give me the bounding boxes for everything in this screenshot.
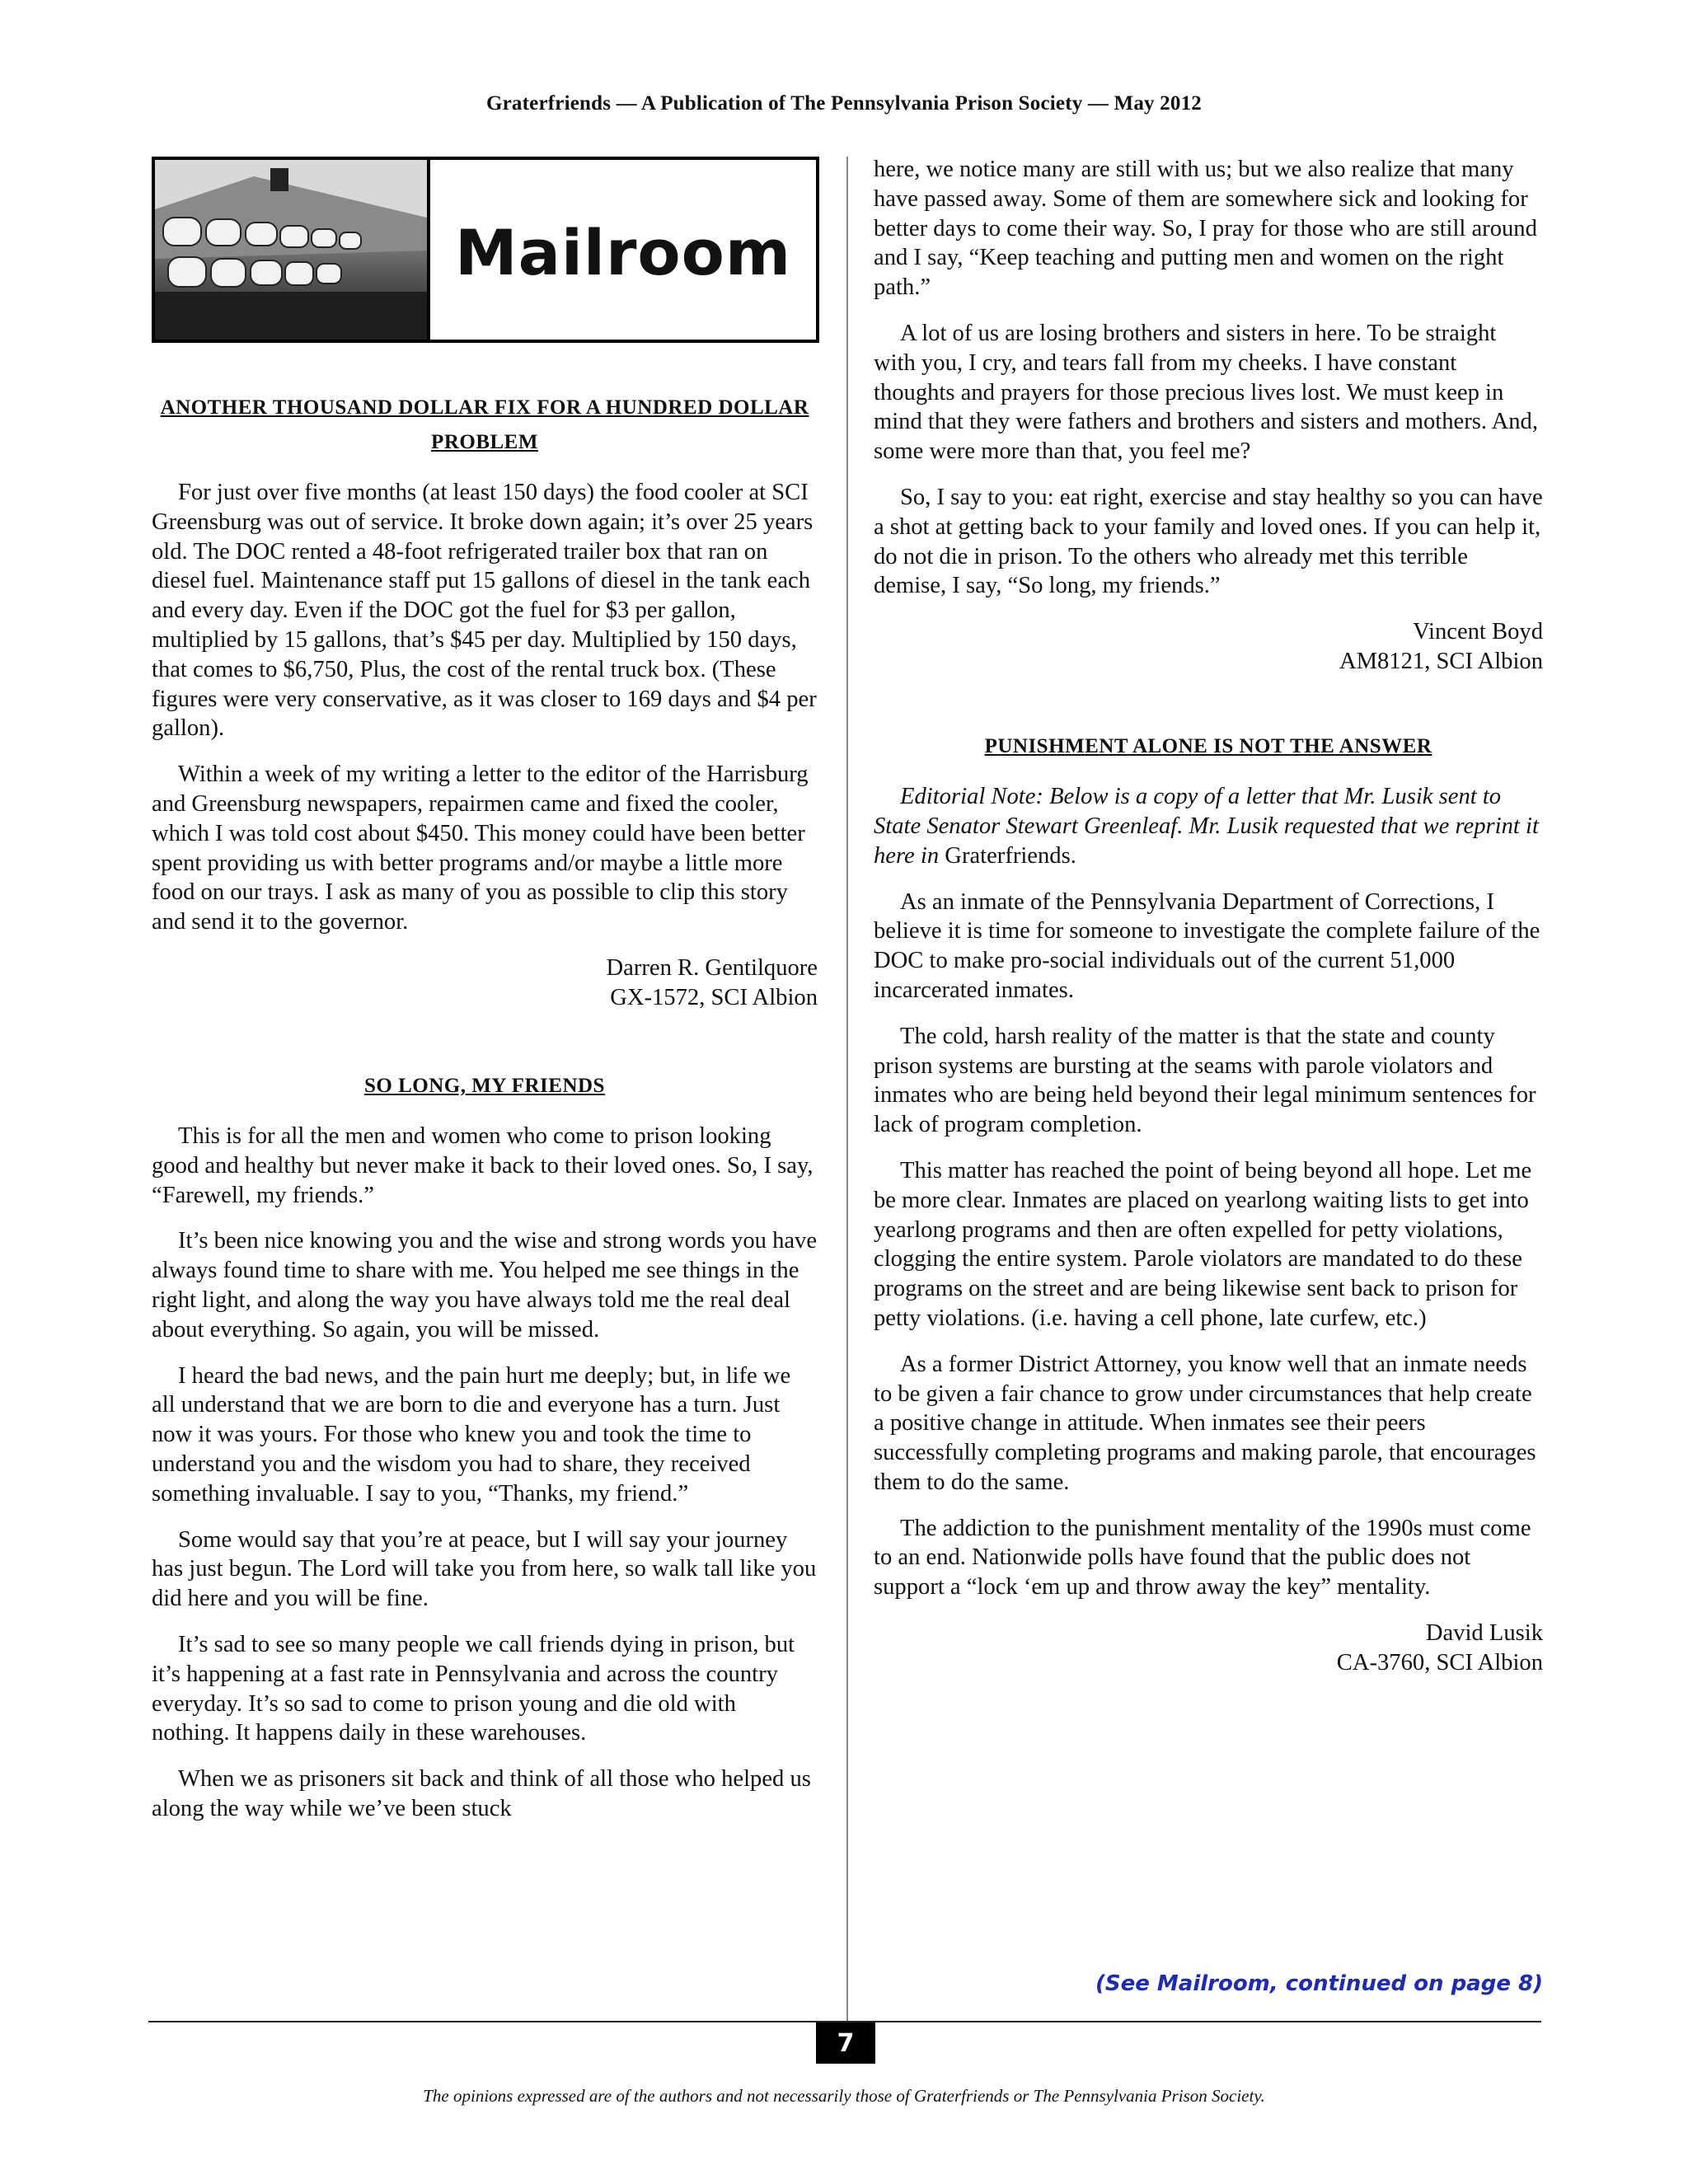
page-number: 7 [816,2022,875,2064]
article-3-paragraph: As a former District Attorney, you know well that an inmate needs to be given a fair chance to grow under circumstances that help create a positive change in attitude. When inmates see their peers successfully completing programs and making parole, that encourages them to do the same. [874,1351,1536,1495]
article-3-signature [874,1619,1543,1678]
author-affiliation: CA-3760, SCI Albion [1336,1650,1543,1676]
article-3-paragraph: The addiction to the punishment mentality of the 1990s must come to an end. Nationwide polls have found that the public does not support a “lock ‘em up and throw away the key” mentality. [874,1515,1531,1601]
article-1-signature [152,954,818,1013]
editorial-note-publication: Graterfriends. [945,842,1076,869]
article-2-signature [874,617,1543,677]
article-3-paragraph: This matter has reached the point of being beyond all hope. Let me be more clear. Inmates are placed on yearlong waiting lists to get into yearlong programs and then are often expelled for petty violations, clogging the entire system. Parole violators are mandated to do these programs on the street and are being likewise sent back to prison for petty violations. (i.e. having a cell phone, late curfew, etc.) [874,1157,1532,1331]
article-2-continuation: here, we notice many are still with us; but we also realize that many have passed away. Some of them are somewhere sick and looking for better days to come their way. So, I pray for those who are still around and I say, “Keep teaching and putting men and women on the right path.” [874,157,1537,301]
footer-disclaimer: The opinions expressed are of the authors and not necessarily those of Graterfriends or The Pennsylvania Prison Society. [423,2086,1265,2106]
article-2-paragraph: Some would say that you’re at peace, but I will say your journey has just begun. The Lord will take you from here, so walk tall like you did here and you will be fine. [152,1526,817,1612]
article-2-paragraph: When we as prisoners sit back and think of all those who helped us along the way while we’ve been stuck [152,1766,811,1821]
editorial-note [874,782,1543,870]
editorial-note-text: Editorial Note: Below is a copy of a letter that Mr. Lusik sent to State Senator Stewart Greenleaf. Mr. Lusik requested that we reprint it here in [874,784,1539,869]
article-2-paragraph: This is for all the men and women who come to prison looking good and healthy but never make it back to their loved ones. So, I say, “Farewell, my friends.” [152,1122,814,1208]
article-title-1 [152,391,818,460]
article-title-3 [874,729,1543,764]
article-2-paragraph: It’s been nice knowing you and the wise and strong words you have always found time to share with me. You helped me see things in the right light, and along the way you have always told me the real deal about everything. So again, you will be missed. [152,1228,818,1343]
article-3-paragraph: As an inmate of the Pennsylvania Department of Corrections, I believe it is time for someone to investigate the complete failure of the DOC to make pro-social individuals out of the current 51,000 incarcerated inmates. [874,888,1540,1003]
article-title-2 [152,1069,818,1104]
author-name: Darren R. Gentilquore [606,954,818,981]
right-column [874,155,1543,1678]
article-1-paragraph: Within a week of my writing a letter to the editor of the Harrisburg and Greensburg newspapers, repairmen came and fixed the cooler, which I was told cost about $450. This money could have been better spent providing us with better programs and/or maybe a little more food on our trays. I ask as many of you as possible to clip this story and send it to the governor. [152,762,809,935]
left-column [152,157,818,1840]
author-affiliation: AM8121, SCI Albion [1339,649,1543,675]
article-2-paragraph: A lot of us are losing brothers and sisters in here. To be straight with you, I cry, and tears fall from my cheeks. I have constant thoughts and prayers for those precious lives lost. We must keep in mind that they were fathers and brothers and sisters and mothers. And, some were more than that, you feel me? [874,320,1538,465]
mailroom-title: Mailroom [454,216,792,290]
article-1-paragraph: For just over five months (at least 150 days) the food cooler at SCI Greensburg was out of service. It broke down again; it’s over 25 years old. The DOC rented a 48-foot refrigerated trailer box that ran on diesel fuel. Maintenance staff put 15 gallons of diesel in the tank each and every day. Even if the DOC got the fuel for $3 per gallon, multiplied by 15 gallons, that’s $45 per day. Multiplied by 150 days, that comes to $6,750, Plus, the cost of the rental truck box. (These figures were very conservative, as it was closer to 169 days and $4 per gallon). [152,480,817,742]
article-2-paragraph: I heard the bad news, and the pain hurt me deeply; but, in life we all understand that we are born to die and everyone has a turn. Just now it was yours. For those who knew you and took the time to understand you and the wisdom you had to share, they received something invaluable. I say to you, “Thanks, my friend.” [152,1362,791,1507]
author-affiliation: GX-1572, SCI Albion [610,984,818,1010]
author-name: David Lusik [1425,1620,1543,1647]
article-2-paragraph: It’s sad to see so many people we call friends dying in prison, but it’s happening at a fast rate in Pennsylvania and across the country everyday. It’s so sad to come to prison young and die old with nothing. It happens daily in these warehouses. [152,1631,795,1746]
article-title-3-text: PUNISHMENT ALONE IS NOT THE ANSWER [984,735,1432,758]
mailroom-banner [152,157,819,343]
article-title-2-text: SO LONG, MY FRIENDS [364,1074,605,1097]
article-title-1-text: ANOTHER THOUSAND DOLLAR FIX FOR A HUNDRED DOLLAR PROBLEM [160,396,809,453]
article-3-paragraph: The cold, harsh reality of the matter is that the state and county prison systems are bursting at the seams with parole violators and inmates who are being held beyond their legal minimum sentences for lack of program completion. [874,1023,1536,1138]
column-divider [846,157,848,2021]
mailboxes-photo [155,160,430,340]
running-header: Graterfriends — A Publication of The Pennsylvania Prison Society — May 2012 [485,92,1202,115]
continued-link[interactable]: (See Mailroom, continued on page 8) [1095,1971,1543,1996]
author-name: Vincent Boyd [1413,619,1543,645]
article-2-paragraph: So, I say to you: eat right, exercise and stay healthy so you can have a shot at getting back to your family and loved ones. If you can help it, do not die in prison. To the others who already met this terrible demise, I say, “So long, my friends.” [874,484,1543,599]
